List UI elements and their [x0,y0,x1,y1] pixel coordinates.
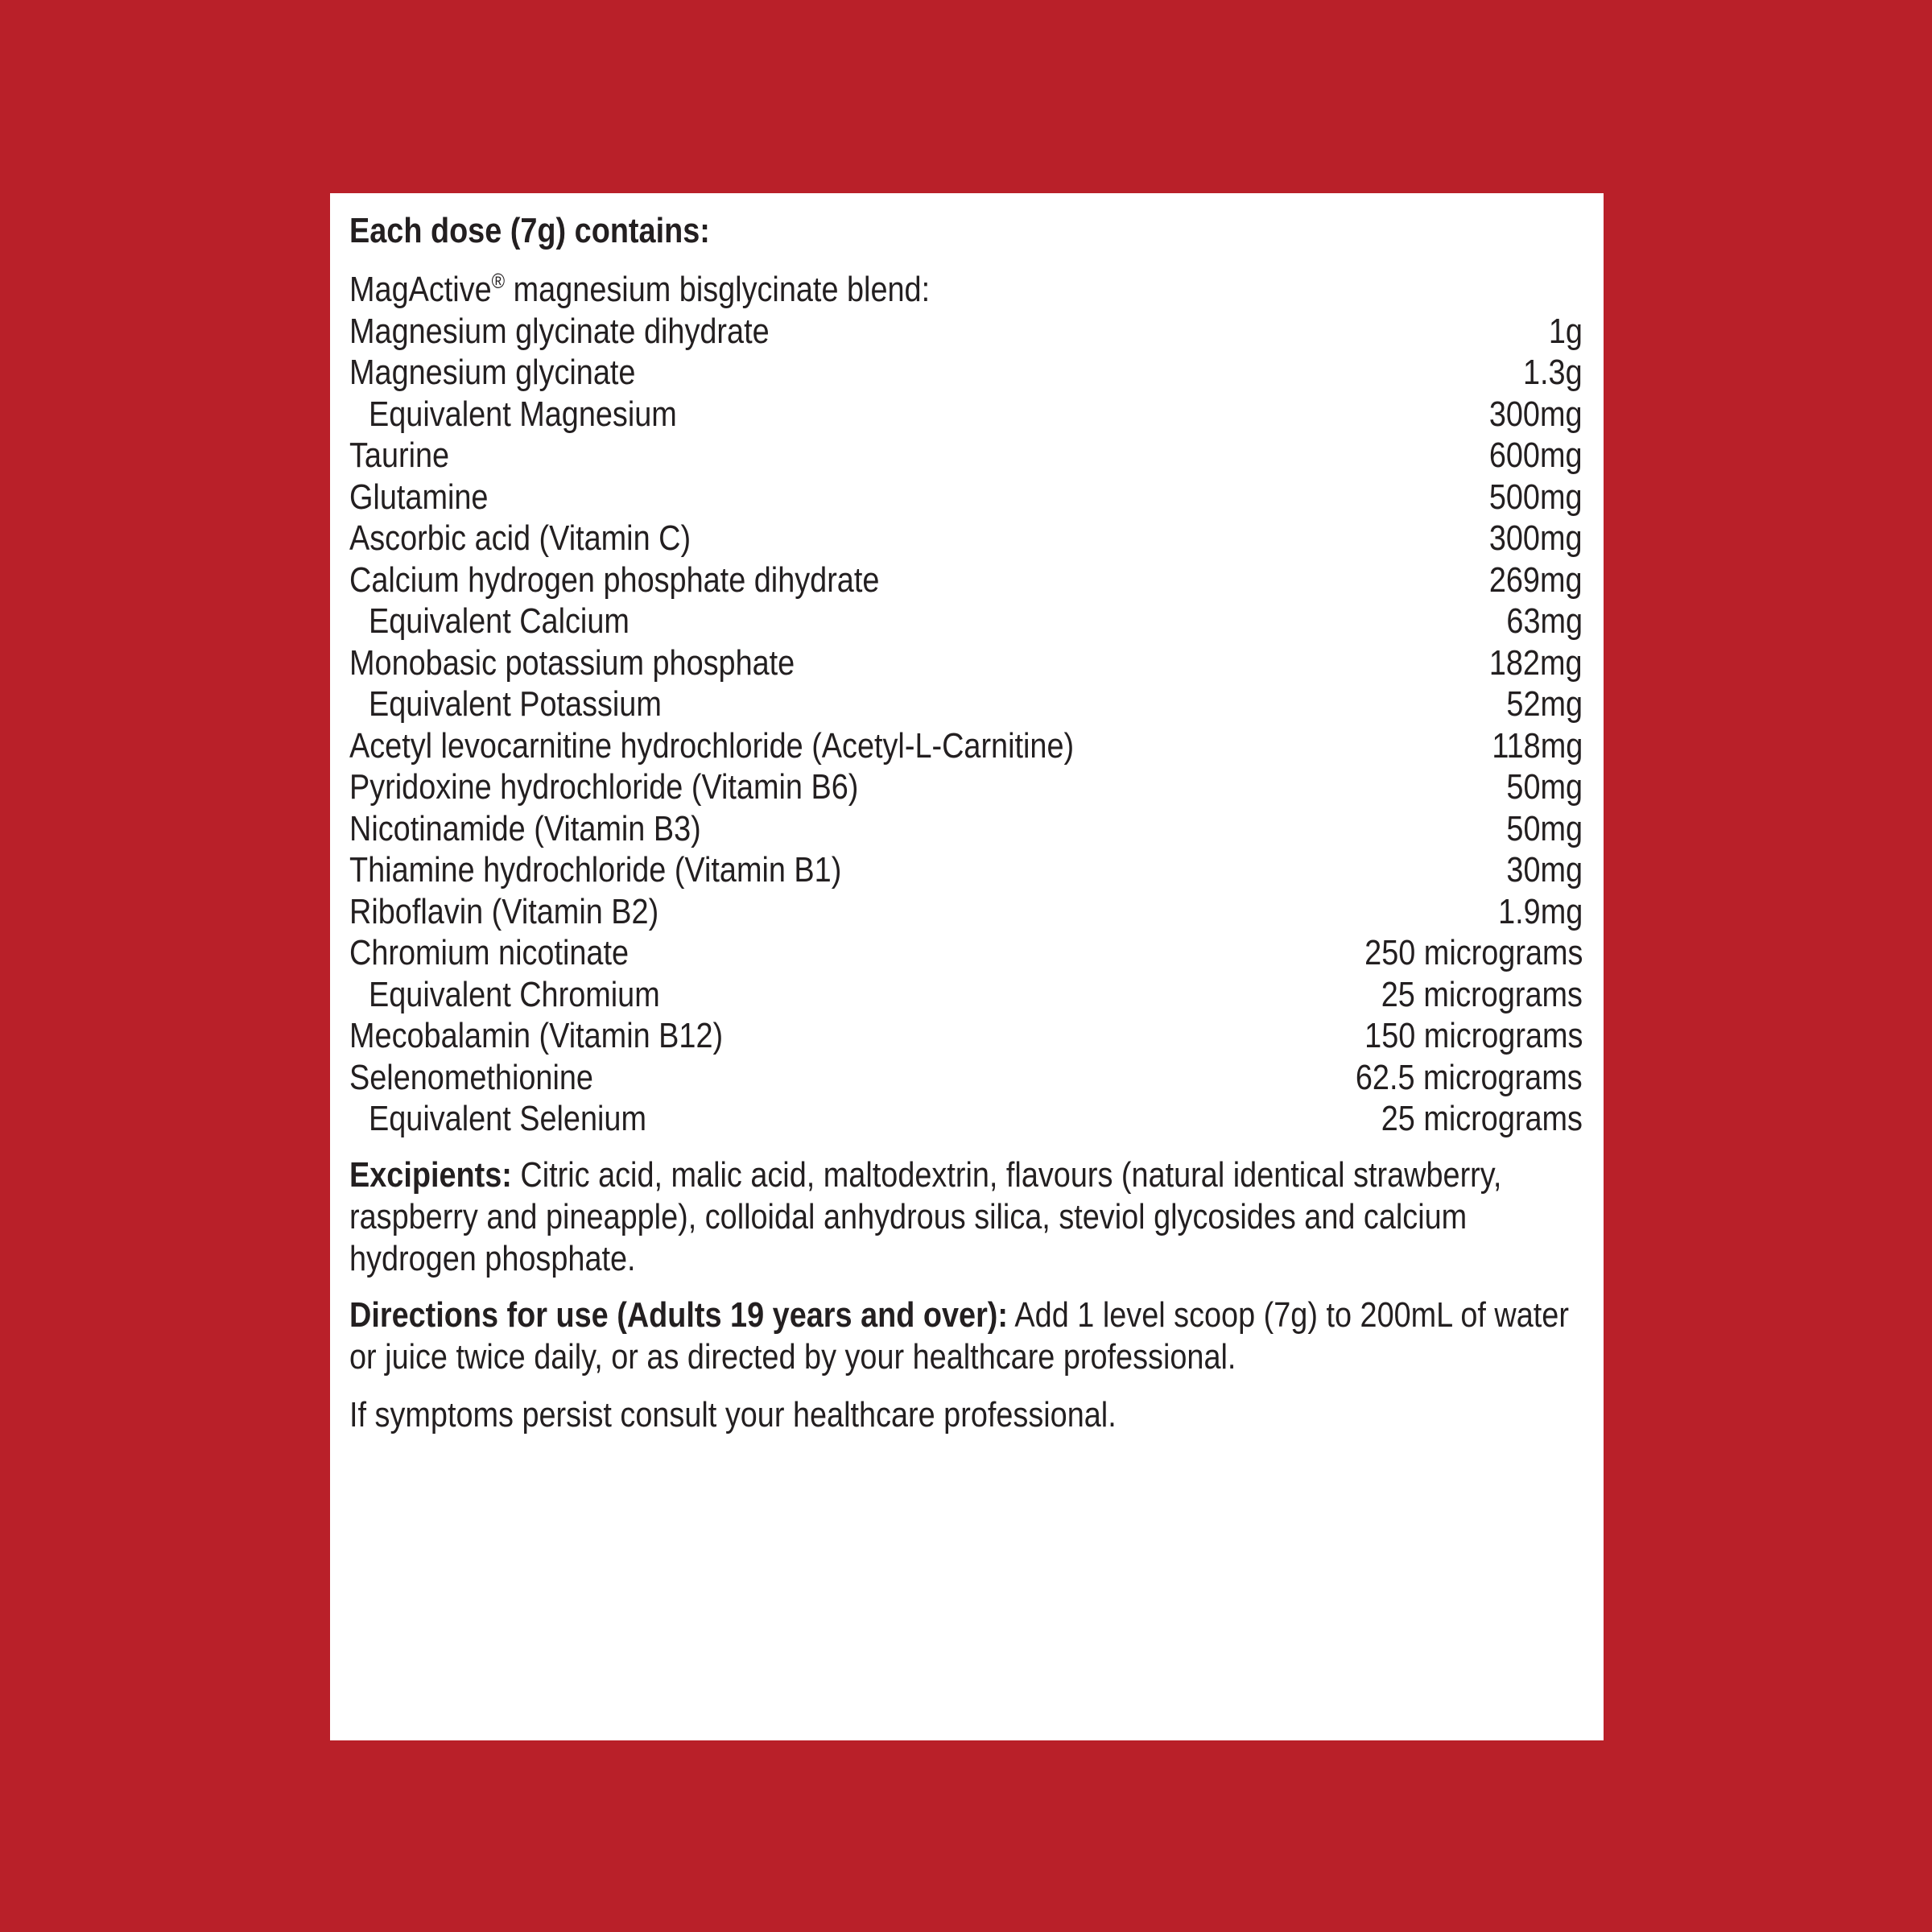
ingredient-row [349,808,1583,850]
ingredient-name: Monobasic potassium phosphate [349,642,795,683]
ingredient-amount: 63mg [1506,601,1583,641]
ingredient-amount: 25 micrograms [1381,974,1583,1014]
ingredient-name: Equivalent Selenium [369,1099,646,1138]
ingredient-row [349,435,1583,477]
ingredient-amount: 600mg [1489,436,1583,475]
ingredient-amount: 30mg [1506,850,1583,890]
ingredient-amount: 25 micrograms [1381,1099,1583,1138]
ingredient-row [349,642,1583,684]
blend-row [349,269,1583,311]
ingredient-equivalent-row [349,394,1583,436]
dose-heading-text: Each dose (7g) contains: [349,211,710,250]
ingredient-name: Glutamine [349,477,489,517]
ingredient-name: Equivalent Potassium [369,684,662,724]
ingredient-name: Taurine [349,436,450,475]
registered-mark: ® [491,269,506,293]
ingredient-name: Riboflavin (Vitamin B2) [349,891,659,931]
blend-brand: MagActive [349,270,492,309]
ingredient-row [349,311,1583,353]
warning-text: If symptoms persist consult your healthcare professional. [349,1394,1117,1435]
directions-text: Add 1 level scoop (7g) to 200mL of water or juice twice daily, or as directed by your healthcare professional. [349,1294,1569,1377]
ingredient-equivalent-row [349,601,1583,642]
ingredient-name: Ascorbic acid (Vitamin C) [349,518,691,558]
ingredient-name: Acetyl levocarnitine hydrochloride (Acetyl-L-Carnitine) [349,725,1075,766]
ingredient-amount: 1g [1548,311,1583,351]
ingredient-name: Nicotinamide (Vitamin B3) [349,808,701,848]
ingredient-name: Selenomethionine [349,1057,593,1097]
ingredient-name: Magnesium glycinate [349,353,636,392]
ingredient-row [349,518,1583,559]
ingredient-amount: 300mg [1489,394,1583,434]
excipients-label: Excipients: [349,1154,512,1195]
ingredient-amount: 50mg [1506,808,1583,848]
ingredient-row [349,1057,1583,1099]
excipients-text: Citric acid, malic acid, maltodextrin, flavours (natural identical strawberry, raspberry and pineapple), colloidal anhydrous silica, steviol glycosides and calcium hydrogen phosphate. [349,1154,1502,1278]
ingredient-amount: 62.5 micrograms [1356,1057,1583,1097]
ingredient-amount: 269mg [1489,559,1583,600]
directions-paragraph [349,1294,1589,1378]
ingredient-equivalent-row [349,1098,1583,1140]
ingredient-row [349,932,1583,974]
ingredient-name: Pyridoxine hydrochloride (Vitamin B6) [349,767,859,807]
ingredient-amount: 118mg [1492,725,1583,766]
ingredient-amount: 500mg [1489,477,1583,517]
ingredients-label-panel [330,193,1604,1740]
ingredient-amount: 300mg [1489,518,1583,558]
dose-heading [349,211,1583,251]
ingredient-row [349,352,1583,394]
ingredient-name: Equivalent Chromium [369,974,660,1014]
blend-name [349,269,1583,311]
ingredient-row [349,849,1583,891]
ingredient-amount: 182mg [1489,642,1583,683]
ingredient-row [349,766,1583,808]
ingredient-name: Thiamine hydrochloride (Vitamin B1) [349,850,842,890]
ingredient-row [349,559,1583,601]
ingredient-name: Equivalent Calcium [369,601,630,641]
ingredient-row [349,725,1583,767]
ingredient-amount: 50mg [1506,767,1583,807]
ingredient-amount: 52mg [1506,684,1583,724]
warning-paragraph [349,1394,1589,1436]
ingredient-row [349,477,1583,518]
ingredient-amount: 150 micrograms [1364,1016,1583,1055]
ingredient-row [349,891,1583,933]
excipients-paragraph [349,1154,1589,1280]
blend-suffix: magnesium bisglycinate blend: [505,270,931,309]
ingredient-equivalent-row [349,683,1583,725]
ingredient-row [349,1015,1583,1057]
ingredient-amount: 1.3g [1523,353,1583,392]
ingredient-amount: 250 micrograms [1364,933,1583,972]
ingredient-name: Magnesium glycinate dihydrate [349,311,770,351]
ingredient-equivalent-row [349,974,1583,1016]
ingredient-amount: 1.9mg [1497,891,1583,931]
directions-label: Directions for use (Adults 19 years and over): [349,1294,1008,1335]
ingredients-table [349,269,1583,1140]
ingredient-name: Chromium nicotinate [349,933,630,972]
ingredient-name: Equivalent Magnesium [369,394,677,434]
ingredient-name: Mecobalamin (Vitamin B12) [349,1016,724,1055]
ingredient-name: Calcium hydrogen phosphate dihydrate [349,559,880,600]
